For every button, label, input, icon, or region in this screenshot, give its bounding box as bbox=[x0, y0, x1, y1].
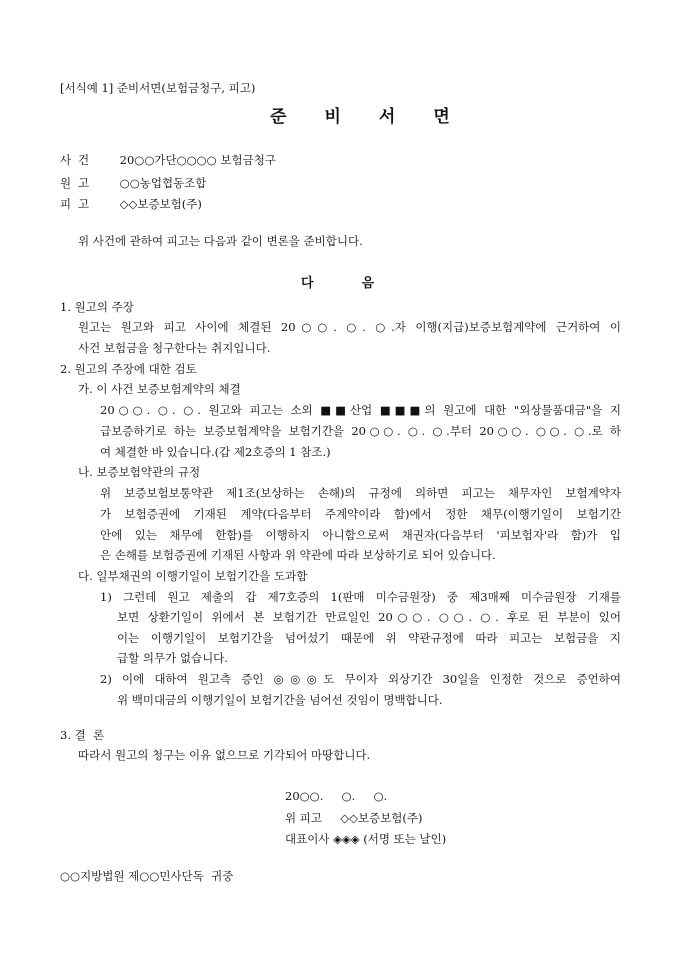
paragraph-line: 따라서 원고의 청구는 이유 없으므로 기각되어 마땅합니다. bbox=[78, 748, 371, 762]
paragraph-line: 은 손해를 보험증권에 기재된 사항과 위 약관에 따라 보상하기로 되어 있습니다. bbox=[100, 548, 496, 562]
paragraph-line: 안에 있는 채무에 한함)를 이행하지 아니함으로써 채권자(다음부터 '피보험자'라 함)가 입 bbox=[100, 528, 621, 542]
signature-party: 위 피고 ◇◇보증보험(주) bbox=[285, 811, 423, 825]
paragraph-line: 원고는 원고와 피고 사이에 체결된 20○○. ○. ○.자 이행(지급)보증보험계약에 근거하여 이 bbox=[78, 320, 621, 334]
court-addressee: ○○지방법원 제○○민사단독 귀중 bbox=[60, 869, 234, 883]
case-row-key: 피 고 bbox=[60, 197, 90, 211]
paragraph-line: 위 백미대금의 이행기일이 보험기간을 넘어선 것임이 명백합니다. bbox=[117, 693, 443, 707]
subsection-c-title: 다. 일부채권의 이행기일이 보험기간을 도과함 bbox=[78, 569, 308, 583]
paragraph-line: 급보증하기로 하는 보증보험계약을 보험기간을 20○○. ○. ○.부터 20○○. ○○. ○.로 하 bbox=[100, 424, 621, 438]
paragraph-line: 1) 그런데 원고 제출의 갑 제7호증의 1(판매 미수금원장) 중 제3매째 미수금원장 기재를 bbox=[100, 590, 621, 604]
title-char: 준 bbox=[270, 107, 287, 127]
paragraph-line: 여 체결한 바 있습니다.(갑 제2호증의 1 참조.) bbox=[100, 445, 331, 459]
signature-date: 20○○. ○. ○. bbox=[285, 789, 388, 803]
case-row-plaintiff bbox=[60, 175, 206, 191]
paragraph-line: 2) 이에 대하여 원고측 증인 ◎◎◎도 무이자 외상기간 30일을 인정한 것으로 증언하여 bbox=[100, 672, 621, 686]
paragraph-line: 위 보증보험보통약관 제1조(보상하는 손해)의 규정에 의하면 피고는 채무자인 보험계약자 bbox=[100, 486, 621, 500]
title-char: 서 bbox=[378, 107, 396, 127]
defendant-name: ◇◇보증보험(주) bbox=[119, 197, 202, 211]
case-number: 20○○가단○○○○ 보험금청구 bbox=[119, 153, 276, 167]
case-row-defendant bbox=[60, 196, 202, 212]
intro-text: 위 사건에 관하여 피고는 다음과 같이 변론을 준비합니다. bbox=[78, 234, 363, 248]
section-1-title: 1. 원고의 주장 bbox=[60, 300, 134, 314]
case-row-key: 원 고 bbox=[60, 176, 90, 190]
paragraph-line: 가 보험증권에 기재된 계약(다음부터 주계약이라 함)에서 정한 채무(이행기일이 보험기간 bbox=[100, 507, 621, 521]
form-label: [서식예 1] 준비서면(보험금청구, 피고) bbox=[60, 81, 256, 95]
subsection-b-title: 나. 보증보험약관의 규정 bbox=[78, 465, 201, 479]
title-char: 면 bbox=[433, 107, 450, 127]
case-row-case bbox=[60, 152, 276, 168]
paragraph-line: 사건 보험금을 청구한다는 취지입니다. bbox=[78, 341, 271, 355]
paragraph-line: 보면 상환기일이 위에서 본 보험기간 만료일인 20○○. ○○. ○. 후로 된 부분이 있어 bbox=[117, 610, 621, 624]
case-row-key: 사 건 bbox=[60, 153, 90, 167]
section-heading: 다 음 bbox=[301, 276, 375, 291]
paragraph-line: 20○○. ○. ○. 원고와 피고는 소외 ■■산업 ■■■의 원고에 대한 "외상물품대금"을 지 bbox=[100, 403, 621, 417]
signature-representative: 대표이사 ◈◈◈ (서명 또는 날인) bbox=[285, 832, 447, 846]
section-2-title: 2. 원고의 주장에 대한 검토 bbox=[60, 362, 197, 376]
section-3-title: 3. 결 론 bbox=[60, 728, 105, 742]
paragraph-line: 급할 의무가 없습니다. bbox=[117, 651, 228, 665]
document-title bbox=[270, 102, 450, 127]
title-char: 비 bbox=[324, 107, 341, 127]
subsection-a-title: 가. 이 사건 보증보험계약의 체결 bbox=[78, 382, 241, 396]
plaintiff-name: ○○농업협동조합 bbox=[119, 176, 207, 190]
paragraph-line: 이는 이행기일이 보험기간을 넘어섰기 때문에 위 약관규정에 따라 피고는 보험금을 지 bbox=[117, 631, 621, 645]
